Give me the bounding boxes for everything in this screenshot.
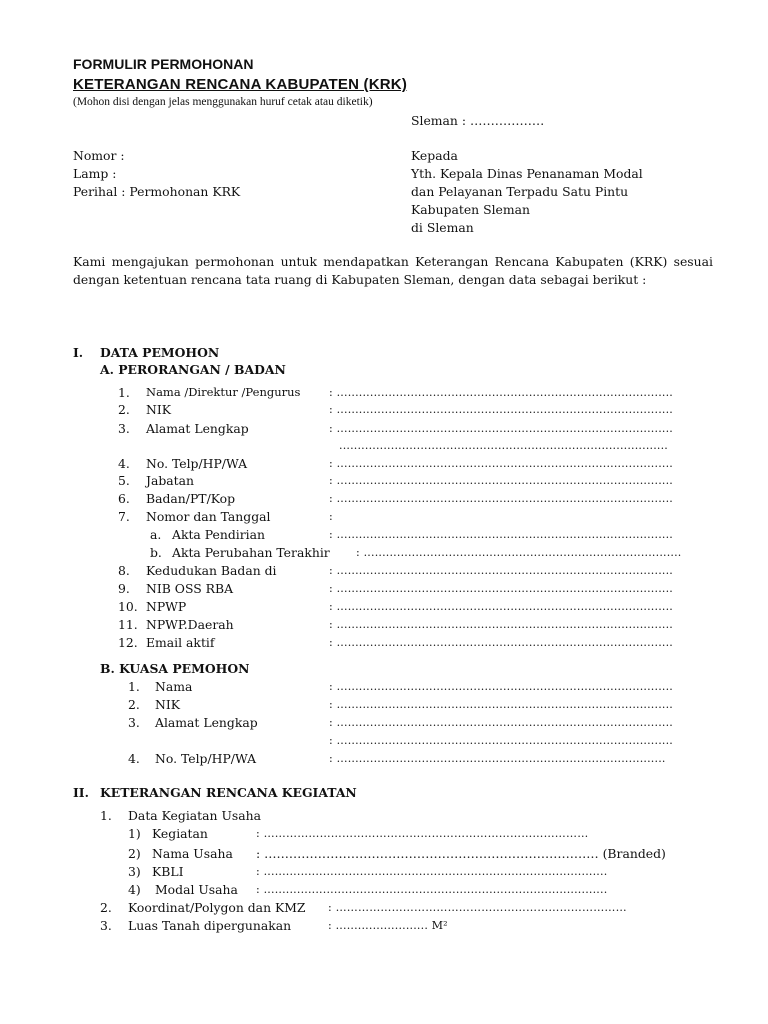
item-number: 8. [118,563,130,578]
fill-in-field[interactable]: : ........................................................................................... [329,600,673,613]
fill-in-field[interactable]: : ........................................................................................... [329,474,673,487]
item-number: 1. [100,808,112,823]
place-date: Sleman : ……………… [411,113,545,128]
item-number: 4. [128,751,140,766]
fill-in-field[interactable]: : ...................................................................................... [356,546,682,559]
item-number: 5. [118,473,130,488]
field-label: Luas Tanah dipergunakan [128,918,292,933]
field-label: NPWP.Daerah [146,617,234,632]
item-number: 2. [118,402,130,417]
fill-in-field[interactable]: : ........................................................................................... [329,734,673,747]
subsection-title: B. KUASA PEMOHON [100,661,250,676]
section-title: DATA PEMOHON [100,345,220,360]
section-number: I. [73,345,84,360]
item-number: 1. [128,679,140,694]
fill-in-field[interactable]: : ........................................................................................... [329,528,673,541]
field-label: NPWP [146,599,187,614]
field-label: Kegiatan [152,826,208,841]
fill-in-field[interactable]: : ........................................................................................... [329,636,673,649]
addressee-line: di Sleman [411,220,474,235]
item-number: 9. [118,581,130,596]
field-label: Nama [155,679,193,694]
addressee-line: Yth. Kepala Dinas Penanaman Modal [411,166,643,181]
item-number: a. [150,527,162,542]
item-number: 3. [100,918,112,933]
intro-paragraph: Kami mengajukan permohonan untuk mendapatkan Keterangan Rencana Kabupaten (KRK) sesuai dengan ketentuan rencana tata ruang di Kabupaten Sleman, dengan data sebagai berikut : [73,254,713,287]
form-instruction: (Mohon disi dengan jelas menggunakan huruf cetak atau diketik) [73,96,373,108]
field-label: Alamat Lengkap [146,421,249,436]
field-label: KBLI [152,864,184,879]
addressee-line: Kabupaten Sleman [411,202,531,217]
nomor-field: Nomor : [73,148,125,163]
field-label: NIK [146,402,171,417]
field-label: No. Telp/HP/WA [155,751,257,766]
addressee-line: dan Pelayanan Terpadu Satu Pintu [411,184,629,199]
lamp-field: Lamp : [73,166,117,181]
fill-in-field[interactable]: : ........................................................................................... [329,422,673,435]
fill-in-field[interactable]: : ........................................................................................... [329,618,673,631]
field-label: Data Kegiatan Usaha [128,808,262,823]
form-subtitle: KETERANGAN RENCANA KABUPATEN (KRK) [73,76,408,93]
item-number: 2) [128,846,141,861]
fill-in-field[interactable]: : …………………………………………………………………… [328,901,627,914]
field-label: NIB OSS RBA [146,581,234,596]
form-title: FORMULIR PERMOHONAN [73,56,254,72]
field-label: Koordinat/Polygon dan KMZ [128,900,306,915]
fill-in-field[interactable]: : …………………………………………………………………………… [256,827,589,840]
item-number: 11. [118,617,138,632]
field-label: No. Telp/HP/WA [146,456,248,471]
fill-in-field[interactable]: : [329,510,333,523]
item-number: 6. [118,491,130,506]
fill-in-field[interactable]: : ............................................................................................. [256,883,608,896]
fill-in-field[interactable]: : ........................................................................................... [329,582,673,595]
field-label: Akta Pendirian [172,527,266,542]
fill-in-field[interactable]: : ........................................................................................... [329,716,673,729]
item-number: b. [150,545,162,560]
field-label: Modal Usaha [155,882,238,897]
field-label: Akta Perubahan Terakhir [172,545,330,560]
field-label: Badan/PT/Kop [146,491,236,506]
perihal-field: Perihal : Permohonan KRK [73,184,241,199]
fill-in-field[interactable]: : ........................................................................................... [329,698,673,711]
item-number: 7. [118,509,130,524]
item-number: 3) [128,864,141,879]
addressee-line: Kepada [411,148,458,163]
fill-in-field[interactable]: : ……………………………………………………………………… (Branded) [256,846,666,861]
item-number: 2. [100,900,112,915]
item-number: 10. [118,599,138,614]
item-number: 1) [128,826,141,841]
field-label: Nama /Direktur /Pengurus [146,385,301,399]
fill-in-field[interactable]: ......................................................................................... [339,439,668,452]
section-title: KETERANGAN RENCANA KEGIATAN [100,785,357,800]
field-label: Alamat Lengkap [155,715,258,730]
fill-in-field[interactable]: : ........................................................................................... [329,680,673,693]
fill-in-field[interactable]: : ........................................................................................... [329,403,673,416]
subsection-title: A. PERORANGAN / BADAN [100,362,286,377]
field-label: Kedudukan Badan di [146,563,277,578]
item-number: 3. [118,421,130,436]
field-label: Email aktif [146,635,215,650]
fill-in-field[interactable]: : ........................................................................................... [329,492,673,505]
field-label: Nomor dan Tanggal [146,509,271,524]
item-number: 2. [128,697,140,712]
item-number: 4) [128,882,141,897]
fill-in-field[interactable]: : ............................................................................................. [256,865,608,878]
item-number: 3. [128,715,140,730]
fill-in-field[interactable]: : ........................................................................................... [329,564,673,577]
fill-in-field[interactable]: : ........................................................................................... [329,386,673,399]
section-number: II. [73,785,89,800]
item-number: 12. [118,635,138,650]
fill-in-field[interactable]: : ......................... M² [328,919,448,932]
item-number: 1. [118,385,130,400]
item-number: 4. [118,456,130,471]
field-label: Nama Usaha [152,846,233,861]
field-label: Jabatan [146,473,195,488]
field-label: NIK [155,697,180,712]
fill-in-field[interactable]: : ........................................................................................... [329,457,673,470]
fill-in-field[interactable]: : ......................................................................................... [329,752,666,765]
